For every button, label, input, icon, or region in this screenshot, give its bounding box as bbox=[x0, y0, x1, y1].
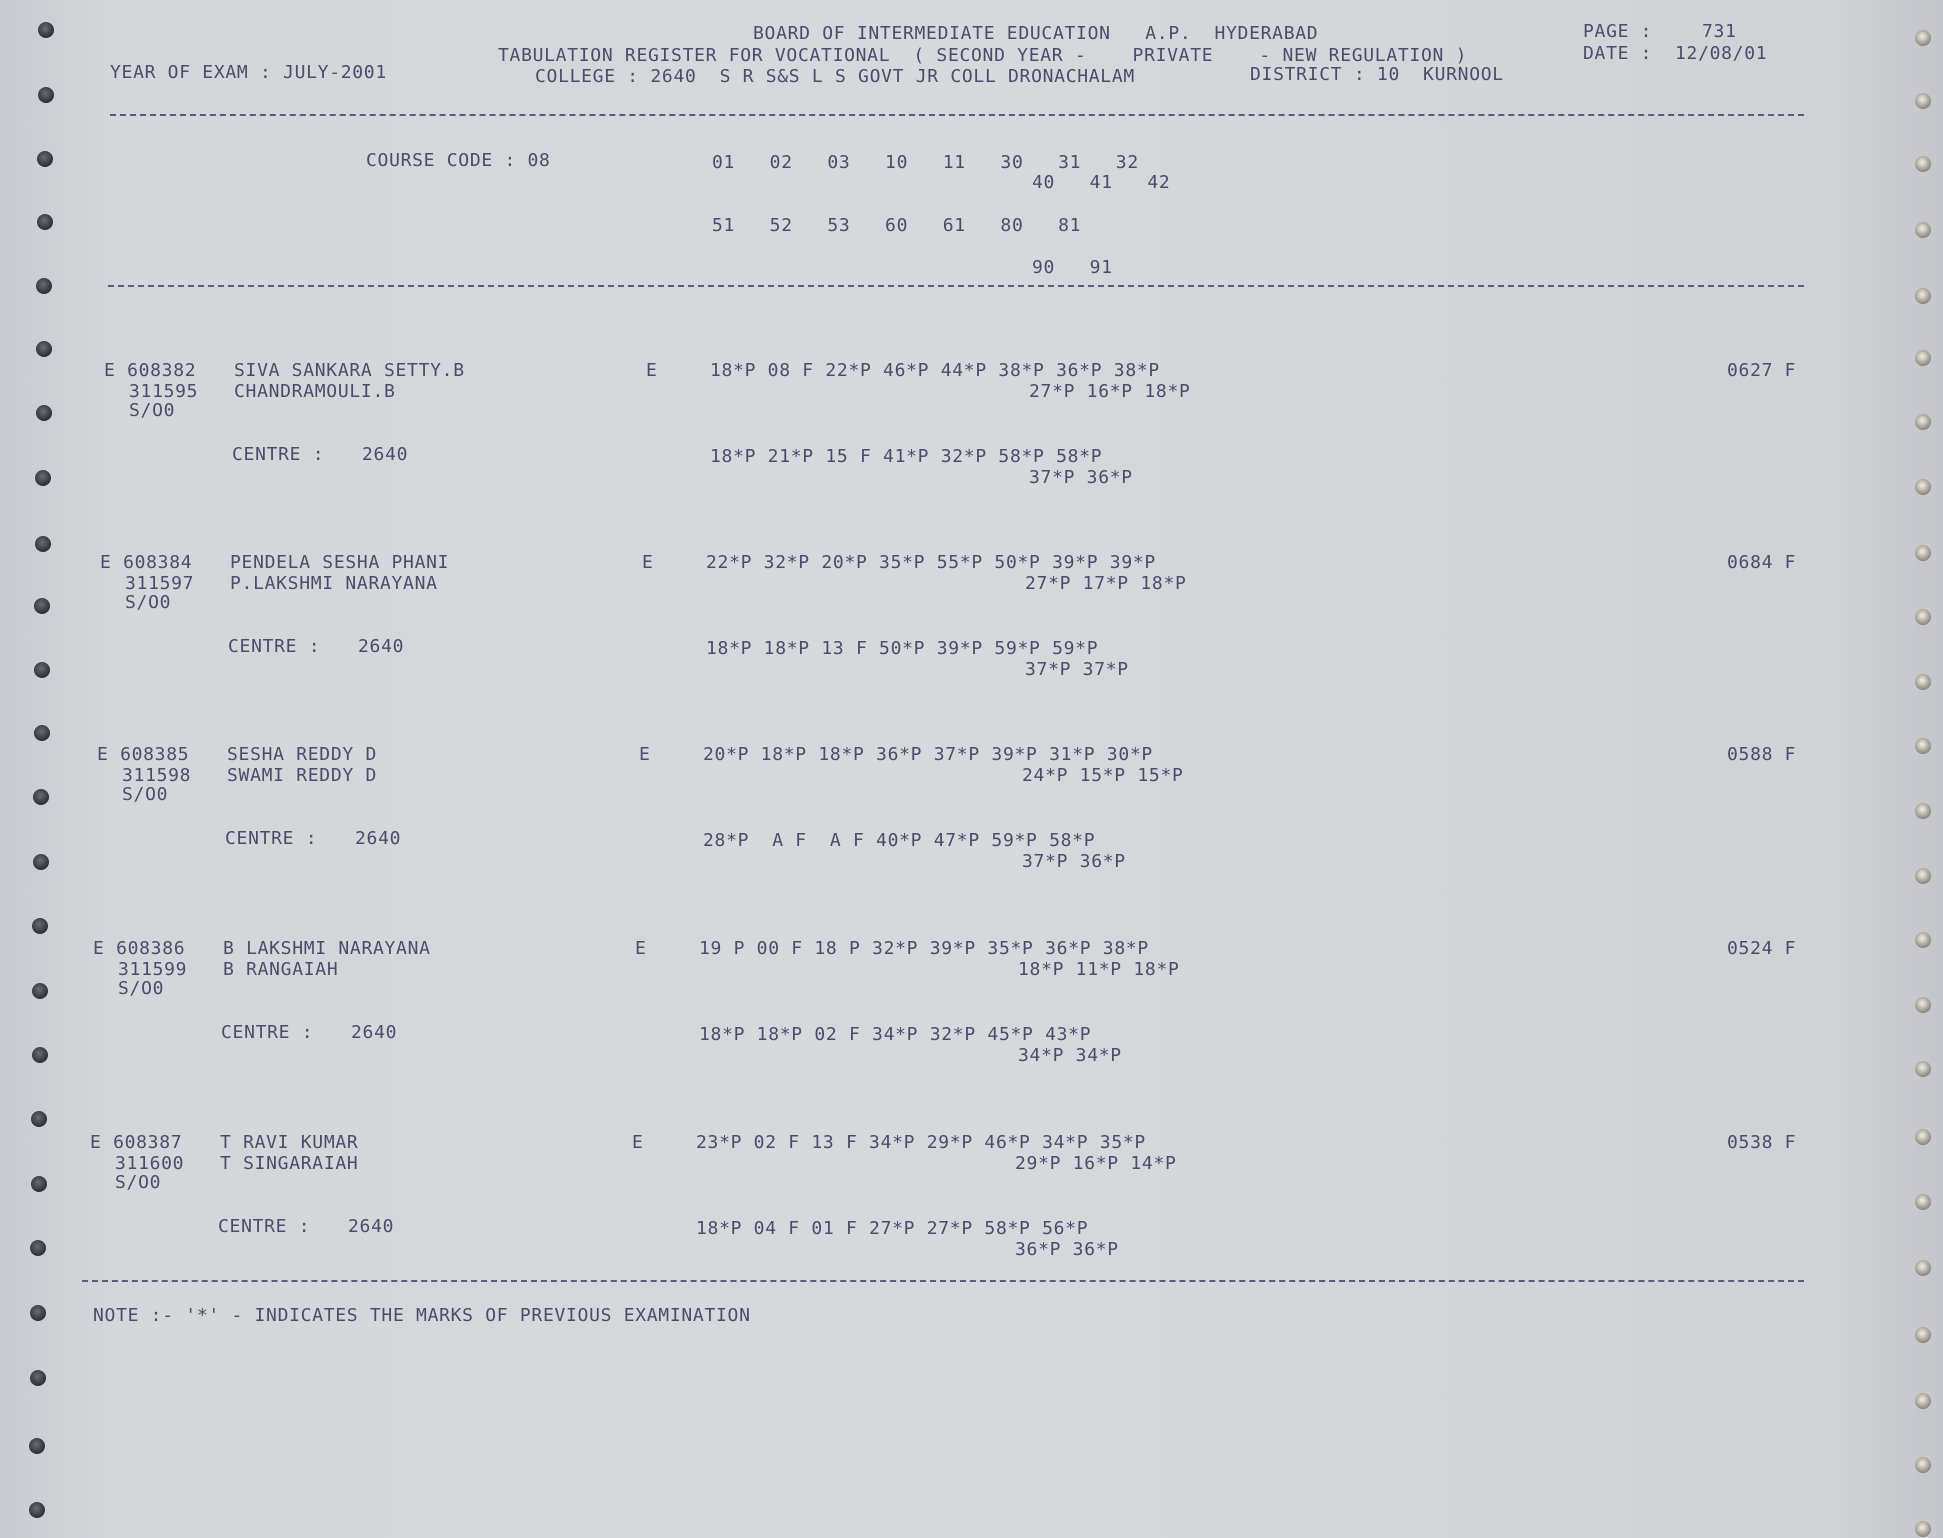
total-result: 0524 F bbox=[1727, 938, 1797, 959]
college-line: COLLEGE : 2640 S R S&S L S GOVT JR COLL DRONACHALAM bbox=[535, 66, 1135, 87]
marks-row-2: 18*P 21*P 15 F 41*P 32*P 58*P 58*P bbox=[710, 446, 1103, 467]
tractor-hole bbox=[31, 1176, 47, 1192]
student-name: B LAKSHMI NARAYANA bbox=[223, 938, 431, 959]
marks-row-2: 18*P 18*P 02 F 34*P 32*P 45*P 43*P bbox=[699, 1024, 1092, 1045]
registration-number: 311597 bbox=[125, 573, 195, 594]
tractor-hole bbox=[36, 278, 52, 294]
tractor-hole bbox=[1915, 1457, 1931, 1473]
marks-row-2b: 37*P 37*P bbox=[1025, 659, 1129, 680]
relation-code: S/O0 bbox=[122, 784, 169, 805]
medium-code: E bbox=[646, 360, 658, 381]
register-title: TABULATION REGISTER FOR VOCATIONAL ( SECOND YEAR - PRIVATE - NEW REGULATION ) bbox=[498, 45, 1468, 66]
tractor-hole bbox=[1915, 803, 1931, 819]
tractor-hole bbox=[29, 1438, 45, 1454]
marks-row-1b: 27*P 17*P 18*P bbox=[1025, 573, 1187, 594]
tractor-hole bbox=[32, 918, 48, 934]
tractor-hole bbox=[32, 983, 48, 999]
marks-row-1: 18*P 08 F 22*P 46*P 44*P 38*P 36*P 38*P bbox=[710, 360, 1160, 381]
total-result: 0538 F bbox=[1727, 1132, 1797, 1153]
tractor-hole bbox=[1915, 1061, 1931, 1077]
tractor-hole bbox=[32, 1047, 48, 1063]
registration-number: 311598 bbox=[122, 765, 192, 786]
relation-code: S/O0 bbox=[118, 978, 165, 999]
tractor-hole bbox=[33, 789, 49, 805]
tractor-hole bbox=[1915, 545, 1931, 561]
centre-label: CENTRE : bbox=[218, 1216, 311, 1237]
tractor-hole bbox=[1915, 1129, 1931, 1145]
medium-code: E bbox=[642, 552, 654, 573]
student-name: T RAVI KUMAR bbox=[220, 1132, 359, 1153]
page-label: PAGE : bbox=[1583, 21, 1653, 42]
total-result: 0588 F bbox=[1727, 744, 1797, 765]
tractor-hole bbox=[1915, 414, 1931, 430]
course-codes-row-1b: 40 41 42 bbox=[1032, 172, 1171, 193]
tractor-hole bbox=[1915, 674, 1931, 690]
centre-label: CENTRE : bbox=[232, 444, 325, 465]
student-id: E 608385 bbox=[97, 744, 190, 765]
registration-number: 311595 bbox=[129, 381, 199, 402]
tractor-hole bbox=[30, 1240, 46, 1256]
centre-code: 2640 bbox=[358, 636, 405, 657]
relation-code: S/O0 bbox=[125, 592, 172, 613]
page-number: 731 bbox=[1702, 21, 1737, 42]
marks-row-2: 18*P 04 F 01 F 27*P 27*P 58*P 56*P bbox=[696, 1218, 1089, 1239]
district-line: DISTRICT : 10 KURNOOL bbox=[1250, 64, 1504, 85]
course-codes-row-3: 90 91 bbox=[1032, 257, 1113, 278]
tractor-hole bbox=[29, 1502, 45, 1518]
tractor-hole bbox=[37, 214, 53, 230]
tractor-hole bbox=[1915, 222, 1931, 238]
marks-row-1b: 27*P 16*P 18*P bbox=[1029, 381, 1191, 402]
tractor-hole bbox=[1915, 868, 1931, 884]
student-id: E 608384 bbox=[100, 552, 193, 573]
report-date: 12/08/01 bbox=[1675, 43, 1768, 64]
marks-row-1: 19 P 00 F 18 P 32*P 39*P 35*P 36*P 38*P bbox=[699, 938, 1149, 959]
registration-number: 311599 bbox=[118, 959, 188, 980]
medium-code: E bbox=[632, 1132, 644, 1153]
tractor-hole bbox=[30, 1370, 46, 1386]
tractor-hole bbox=[31, 1111, 47, 1127]
year-of-exam: YEAR OF EXAM : JULY-2001 bbox=[110, 62, 387, 83]
student-name: PENDELA SESHA PHANI bbox=[230, 552, 450, 573]
marks-row-2: 28*P A F A F 40*P 47*P 59*P 58*P bbox=[703, 830, 1096, 851]
father-name: T SINGARAIAH bbox=[220, 1153, 359, 1174]
tractor-hole bbox=[1915, 479, 1931, 495]
course-codes-row-2: 51 52 53 60 61 80 81 bbox=[712, 215, 1082, 236]
tractor-hole bbox=[36, 341, 52, 357]
tractor-hole bbox=[1915, 93, 1931, 109]
student-name: SIVA SANKARA SETTY.B bbox=[234, 360, 465, 381]
tractor-hole bbox=[1915, 1327, 1931, 1343]
tractor-hole bbox=[34, 598, 50, 614]
tractor-hole bbox=[34, 662, 50, 678]
father-name: CHANDRAMOULI.B bbox=[234, 381, 396, 402]
tractor-hole bbox=[1915, 350, 1931, 366]
registration-number: 311600 bbox=[115, 1153, 185, 1174]
father-name: P.LAKSHMI NARAYANA bbox=[230, 573, 438, 594]
tractor-hole bbox=[37, 151, 53, 167]
student-id: E 608382 bbox=[104, 360, 197, 381]
total-result: 0627 F bbox=[1727, 360, 1797, 381]
tractor-hole bbox=[1915, 30, 1931, 46]
marks-row-2: 18*P 18*P 13 F 50*P 39*P 59*P 59*P bbox=[706, 638, 1099, 659]
tractor-hole bbox=[1915, 1393, 1931, 1409]
marks-row-2b: 34*P 34*P bbox=[1018, 1045, 1122, 1066]
marks-row-1: 23*P 02 F 13 F 34*P 29*P 46*P 34*P 35*P bbox=[696, 1132, 1146, 1153]
centre-label: CENTRE : bbox=[221, 1022, 314, 1043]
marks-row-1b: 18*P 11*P 18*P bbox=[1018, 959, 1180, 980]
total-result: 0684 F bbox=[1727, 552, 1797, 573]
note-text: NOTE :- '*' - INDICATES THE MARKS OF PREVIOUS EXAMINATION bbox=[93, 1305, 751, 1326]
marks-row-1b: 24*P 15*P 15*P bbox=[1022, 765, 1184, 786]
course-code-label: COURSE CODE : 08 bbox=[366, 150, 551, 171]
tractor-hole bbox=[30, 1305, 46, 1321]
date-label: DATE : bbox=[1583, 43, 1653, 64]
marks-row-1: 20*P 18*P 18*P 36*P 37*P 39*P 31*P 30*P bbox=[703, 744, 1153, 765]
course-codes-row-1: 01 02 03 10 11 30 31 32 bbox=[712, 152, 1139, 173]
father-name: B RANGAIAH bbox=[223, 959, 339, 980]
centre-label: CENTRE : bbox=[228, 636, 321, 657]
centre-code: 2640 bbox=[355, 828, 402, 849]
relation-code: S/O0 bbox=[115, 1172, 162, 1193]
centre-label: CENTRE : bbox=[225, 828, 318, 849]
tractor-hole bbox=[1915, 1521, 1931, 1537]
marks-row-2b: 36*P 36*P bbox=[1015, 1239, 1119, 1260]
tractor-hole bbox=[33, 854, 49, 870]
tractor-hole bbox=[1915, 288, 1931, 304]
marks-row-1: 22*P 32*P 20*P 35*P 55*P 50*P 39*P 39*P bbox=[706, 552, 1156, 573]
tractor-hole bbox=[38, 87, 54, 103]
tractor-hole bbox=[36, 405, 52, 421]
student-name: SESHA REDDY D bbox=[227, 744, 377, 765]
tractor-hole bbox=[1915, 609, 1931, 625]
board-title: BOARD OF INTERMEDIATE EDUCATION A.P. HYDERABAD bbox=[753, 23, 1319, 44]
tractor-hole bbox=[1915, 1260, 1931, 1276]
centre-code: 2640 bbox=[348, 1216, 395, 1237]
tractor-hole bbox=[1915, 156, 1931, 172]
header-divider bbox=[110, 114, 1804, 116]
medium-code: E bbox=[639, 744, 651, 765]
tractor-hole bbox=[34, 725, 50, 741]
tractor-hole bbox=[1915, 738, 1931, 754]
tractor-hole bbox=[1915, 932, 1931, 948]
tractor-hole bbox=[35, 536, 51, 552]
tractor-hole bbox=[1915, 997, 1931, 1013]
course-divider bbox=[108, 285, 1804, 287]
medium-code: E bbox=[635, 938, 647, 959]
marks-row-2b: 37*P 36*P bbox=[1029, 467, 1133, 488]
tractor-hole bbox=[1915, 1194, 1931, 1210]
centre-code: 2640 bbox=[362, 444, 409, 465]
marks-row-2b: 37*P 36*P bbox=[1022, 851, 1126, 872]
centre-code: 2640 bbox=[351, 1022, 398, 1043]
tractor-hole bbox=[35, 470, 51, 486]
relation-code: S/O0 bbox=[129, 400, 176, 421]
father-name: SWAMI REDDY D bbox=[227, 765, 377, 786]
student-id: E 608387 bbox=[90, 1132, 183, 1153]
student-id: E 608386 bbox=[93, 938, 186, 959]
left-tractor-holes bbox=[2, 0, 32, 1538]
right-tractor-holes bbox=[1911, 0, 1941, 1538]
footer-divider bbox=[82, 1280, 1804, 1282]
tractor-hole bbox=[38, 22, 54, 38]
marks-row-1b: 29*P 16*P 14*P bbox=[1015, 1153, 1177, 1174]
